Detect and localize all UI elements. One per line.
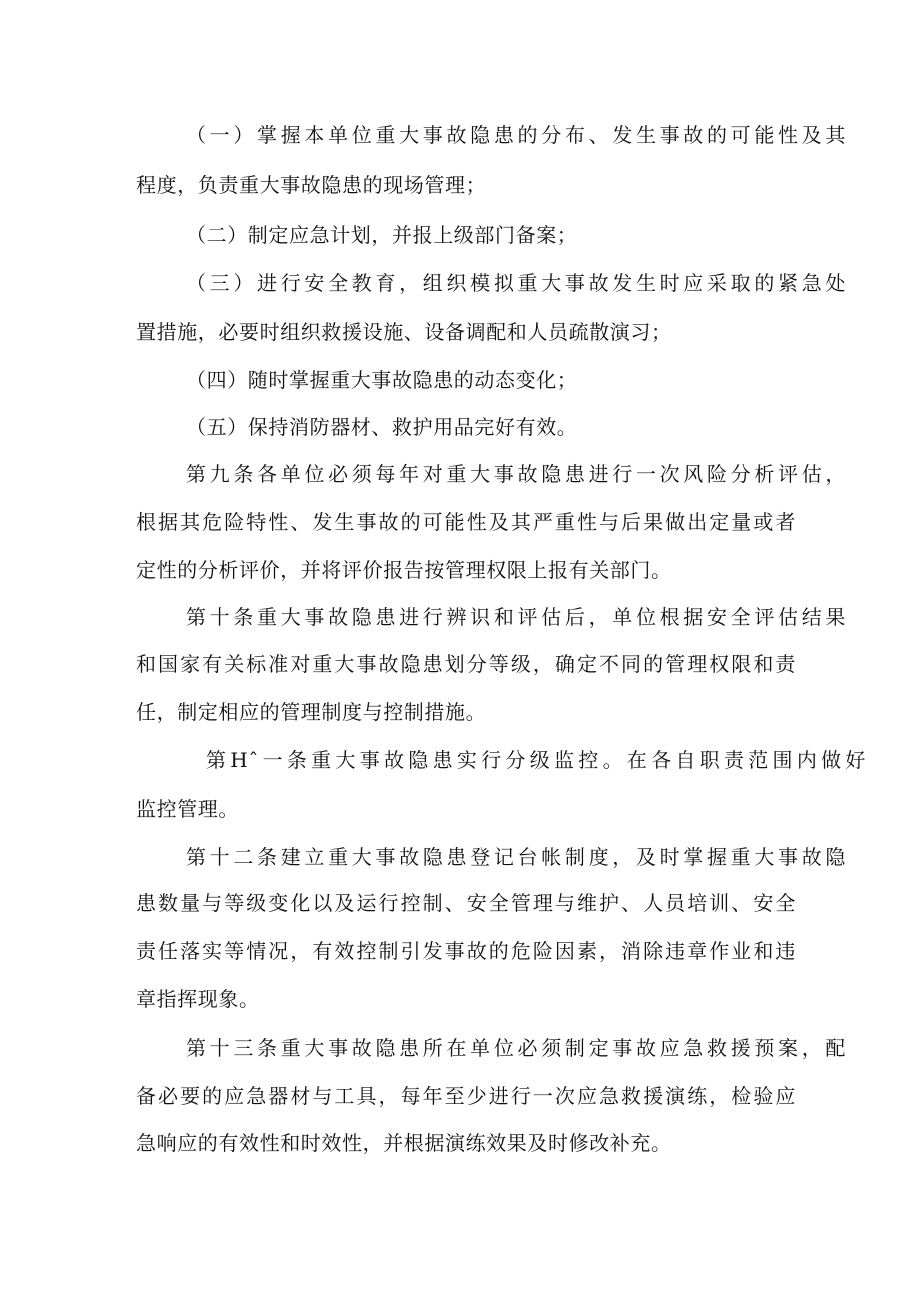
article-12-line-1: 第十二条建立重大事故隐患登记台帐制度，及时掌握重大事故隐 (186, 845, 846, 869)
article-13-line-3: 急响应的有效性和时效性，并根据演练效果及时修改补充。 (136, 1131, 672, 1155)
article-10-line-3: 任，制定相应的管理制度与控制措施。 (136, 700, 487, 724)
item-2-line-1: （二）制定应急计划，并报上级部门备案； (186, 223, 578, 247)
article-12-line-3: 责任落实等情况，有效控制引发事故的危险因素，消除违章作业和违 (136, 939, 796, 963)
item-1-line-1: （一）掌握本单位重大事故隐患的分布、发生事故的可能性及其 (186, 123, 846, 147)
article-12-line-4: 章指挥现象。 (136, 987, 260, 1011)
item-4-line-1: （四）随时掌握重大事故隐患的动态变化； (186, 368, 578, 392)
item-3-line-2: 置措施，必要时组织救援设施、设备调配和人员疏散演习； (136, 320, 672, 344)
item-5-line-1: （五）保持消防器材、救护用品完好有效。 (186, 415, 578, 439)
article-11-line-1: 第Hˆ一条重大事故隐患实行分级监控。在各自职责范围内做好 (206, 748, 866, 772)
article-9-line-2: 根据其危险特性、发生事故的可能性及其严重性与后果做出定量或者 (136, 510, 796, 534)
article-10-line-2: 和国家有关标准对重大事故隐患划分等级，确定不同的管理权限和责 (136, 652, 796, 676)
article-13-line-2: 备必要的应急器材与工具，每年至少进行一次应急救援演练，检验应 (136, 1084, 796, 1108)
article-9-line-1: 第九条各单位必须每年对重大事故隐患进行一次风险分析评估， (186, 462, 846, 486)
item-3-line-1: （三）进行安全教育，组织模拟重大事故发生时应采取的紧急处 (186, 271, 846, 295)
article-12-line-2: 患数量与等级变化以及运行控制、安全管理与维护、人员培训、安全 (136, 891, 796, 915)
article-10-line-1: 第十条重大事故隐患进行辨识和评估后，单位根据安全评估结果 (186, 605, 846, 629)
article-9-line-3: 定性的分析评价，并将评价报告按管理权限上报有关部门。 (136, 558, 672, 582)
article-13-line-1: 第十三条重大事故隐患所在单位必须制定事故应急救援预案，配 (186, 1036, 846, 1060)
item-1-line-2: 程度，负责重大事故隐患的现场管理； (136, 173, 487, 197)
article-11-line-2: 监控管理。 (136, 797, 239, 821)
